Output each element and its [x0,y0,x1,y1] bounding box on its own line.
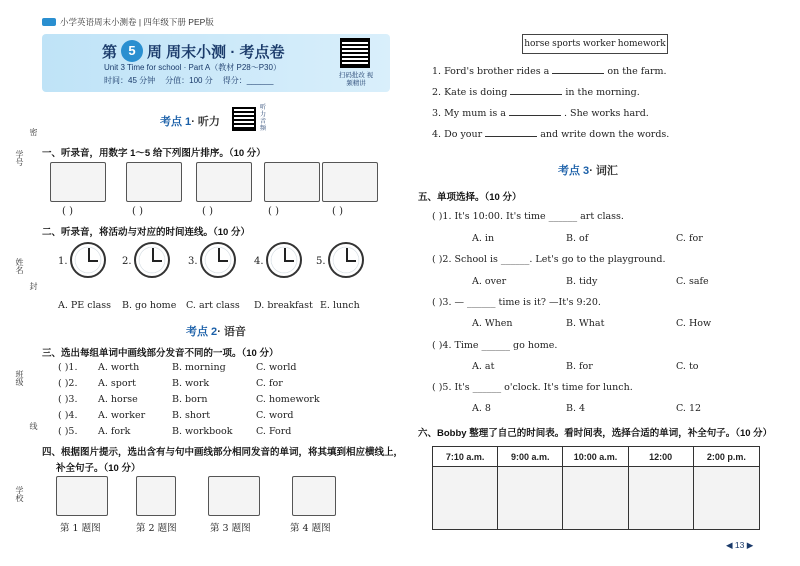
q3-row-5-num[interactable]: ( )5. [58,426,78,437]
q5-item-2-stem[interactable]: ( )2. School is ______. Let's go to the playground. [432,254,666,265]
side-mark-seal: 密 [29,128,38,136]
kp2-heading [186,323,246,339]
meta-line [104,75,273,86]
q3-row-3-c: C. homework [256,394,320,405]
clock-number-1: 1. [58,256,68,267]
q3-row-5-b: B. workbook [172,426,233,437]
q3-row-2-c: C. for [256,378,283,389]
q3-row-3-num[interactable]: ( )3. [58,394,78,405]
q3-row-3-a: A. horse [98,394,138,405]
q3-row-1-a: A. worth [98,362,140,373]
q5-title: 五、单项选择。（10 分） [418,192,522,203]
activity-c[interactable]: C. art class [186,300,240,311]
q5-item-5-b: B. 4 [566,403,586,414]
fill-4-blank[interactable] [485,128,537,137]
fill-line-1 [432,65,667,77]
qr-caption: 扫码批改 视频精讲 [338,72,374,87]
side-label-class: 班级 [15,370,24,386]
q3-row-2-b: B. work [172,378,210,389]
fill-4-pre: 4. Do your [432,129,483,140]
fill-line-4 [432,128,669,140]
banner-title-pre: 第 [102,43,118,61]
week-badge: 5 [121,40,143,62]
kp2-label: 考点 2 [186,326,218,338]
q1-picture-2 [126,162,182,202]
q3-row-1-b: B. morning [172,362,226,373]
timetable-time-1: 7:10 a.m. [433,447,498,467]
clock-icon [70,242,106,278]
q5-item-3-stem[interactable]: ( )3. — ______ time is it? —It's 9:20. [432,297,601,308]
page-prev-icon[interactable]: ◀ [726,540,735,550]
timetable [432,446,760,530]
q5-item-4-c: C. to [676,361,699,372]
timetable-picture-1 [433,467,498,529]
series-line: 小学英语周末小测卷 | 四年级下册 PEP版 [60,17,214,27]
page-number [726,540,753,551]
q5-item-5-a: A. 8 [472,403,491,414]
timetable-picture-4 [629,467,694,529]
gain-label: 得分：______ [222,76,274,85]
kp1-label: 考点 1 [160,116,192,128]
activity-b[interactable]: B. go home [122,300,177,311]
clock-number-4: 4. [254,256,264,267]
q3-row-5-a: A. fork [98,426,131,437]
q5-item-4-a: A. at [472,361,495,372]
q3-row-4-num[interactable]: ( )4. [58,410,78,421]
fill-2-post: in the morning. [565,87,640,98]
q4-picture-3 [208,476,260,516]
kp1-title: · 听力 [191,116,220,128]
fill-3-blank[interactable] [509,107,561,116]
q5-item-1-c: C. for [676,233,703,244]
q3-row-2-a: A. sport [98,378,136,389]
q6-title: 六、Bobby 整理了自己的时间表。看时间表，选择合适的单词，补全句子。（10 分） [418,428,773,439]
q4-picture-4 [292,476,336,516]
listening-qr-caption: 听力音频 [260,105,267,132]
timetable-picture-3 [563,467,628,529]
q3-row-4-b: B. short [172,410,211,421]
clock-icon [134,242,170,278]
q1-answer-5[interactable]: ( ) [332,206,343,217]
series-header [42,16,214,28]
q1-picture-3 [196,162,252,202]
timetable-picture-2 [498,467,563,529]
qr-code-icon[interactable] [340,38,370,68]
q4-caption-3: 第 3 题图 [210,523,251,534]
side-label-student-id: 学号 [15,150,24,166]
q3-row-1-num[interactable]: ( )1. [58,362,78,373]
activity-a[interactable]: A. PE class [58,300,112,311]
q4-caption-4: 第 4 题图 [290,523,331,534]
fill-2-blank[interactable] [510,86,562,95]
q3-row-2-num[interactable]: ( )2. [58,378,78,389]
side-label-name: 姓名 [15,258,24,274]
page-number-value: 13 [734,540,745,550]
q5-item-5-stem[interactable]: ( )5. It's ______ o'clock. It's time for lunch. [432,382,633,393]
side-label-school: 学校 [15,486,24,502]
q5-item-2-c: C. safe [676,276,709,287]
q5-item-1-a: A. in [472,233,495,244]
unit-line: Unit 3 Time for school · Part A（教材 P28～P30） [104,63,281,72]
kp3-label: 考点 3 [558,165,590,177]
q5-item-2-b: B. tidy [566,276,598,287]
clock-icon [266,242,302,278]
kp3-title: · 词汇 [589,165,618,177]
q3-row-3-b: B. born [172,394,208,405]
q4-picture-2 [136,476,176,516]
fill-line-2 [432,86,640,98]
q5-item-1-b: B. of [566,233,589,244]
banner-title-post: 周 周末小测 · 考点卷 [147,43,285,61]
page-next-icon[interactable]: ▶ [744,540,754,550]
q4-caption-2: 第 2 题图 [136,523,177,534]
clock-number-2: 2. [122,256,132,267]
activity-d[interactable]: D. breakfast [254,300,313,311]
q1-answer-3[interactable]: ( ) [202,206,213,217]
timetable-time-5: 2:00 p.m. [694,447,759,467]
q5-item-1-stem[interactable]: ( )1. It's 10:00. It's time ______ art class. [432,211,624,222]
q1-answer-2[interactable]: ( ) [132,206,143,217]
q4-caption-1: 第 1 题图 [60,523,101,534]
q3-row-5-c: C. Ford [256,426,292,437]
kp2-title: · 语音 [217,326,246,338]
clock-number-5: 5. [316,256,326,267]
q1-picture-5 [322,162,378,202]
q1-answer-4[interactable]: ( ) [268,206,279,217]
q3-title: 三、选出每组单词中画线部分发音不同的一项。（10 分） [42,348,279,359]
activity-e[interactable]: E. lunch [320,300,360,311]
q5-item-4-b: B. for [566,361,593,372]
q5-item-3-b: B. What [566,318,605,329]
clock-number-3: 3. [188,256,198,267]
q2-title: 二、听录音，将活动与对应的时间连线。（10 分） [42,227,250,238]
fill-3-post: . She works hard. [564,108,649,119]
q1-picture-4 [264,162,320,202]
timetable-time-3: 10:00 a.m. [563,447,628,467]
fill-3-pre: 3. My mum is a [432,108,506,119]
word-box-item: horse [524,39,550,49]
fill-1-post: on the farm. [607,66,667,77]
q1-picture-1 [50,162,106,202]
series-logo-icon [42,18,56,26]
q5-item-3-a: A. When [472,318,513,329]
fill-1-blank[interactable] [552,65,604,74]
q5-item-2-a: A. over [472,276,507,287]
clock-icon [328,242,364,278]
kp3-heading [558,162,618,178]
listening-qr-icon[interactable] [232,107,256,131]
word-box-item: worker [582,39,616,49]
timetable-time-4: 12:00 [629,447,694,467]
side-mark-close: 封 [29,282,38,290]
fill-2-pre: 2. Kate is doing [432,87,508,98]
banner-title [102,40,285,62]
q5-item-4-stem[interactable]: ( )4. Time ______ go home. [432,340,558,351]
side-mark-line: 线 [29,422,38,430]
kp1-heading [160,113,220,129]
q3-row-4-a: A. worker [98,410,146,421]
q4-title: 四、根据图片提示，选出含有与句中画线部分相同发音的单词，将其填到相应横线上， [42,447,404,458]
q1-answer-1[interactable]: ( ) [62,206,73,217]
q5-item-3-c: C. How [676,318,712,329]
fill-1-pre: 1. Ford's brother rides a [432,66,550,77]
timetable-time-2: 9:00 a.m. [498,447,563,467]
word-box-item: homework [617,39,666,49]
score-label: 分值：100 分 [165,76,213,85]
q3-row-4-c: C. word [256,410,294,421]
word-box-item: sports [552,39,581,49]
fill-line-3 [432,107,649,119]
q4-picture-1 [56,476,108,516]
clock-icon [200,242,236,278]
fill-4-post: and write down the words. [540,129,670,140]
q4-title-2: 补全句子。（10 分） [56,463,141,474]
q5-item-5-c: C. 12 [676,403,702,414]
timetable-picture-5 [694,467,759,529]
q1-title: 一、听录音，用数字 1～5 给下列图片排序。（10 分） [42,148,266,159]
q3-row-1-c: C. world [256,362,297,373]
word-box [522,34,668,54]
time-label: 时间：45 分钟 [104,76,156,85]
